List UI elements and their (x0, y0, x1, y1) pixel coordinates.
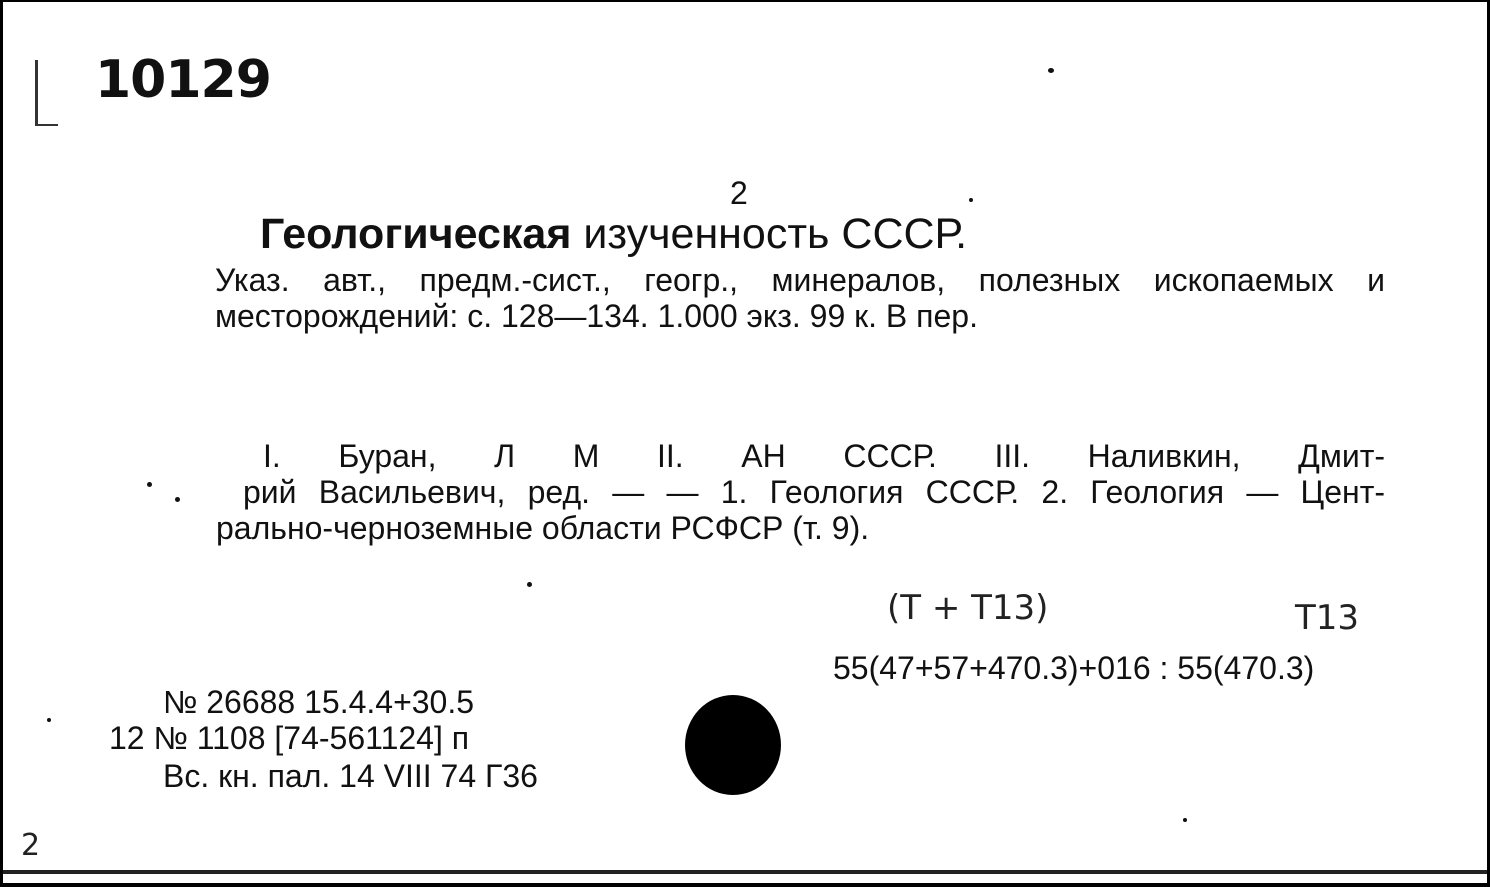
speck (47, 718, 51, 722)
handwritten-note-2: Т13 (1295, 598, 1360, 638)
speck (1183, 818, 1187, 822)
description-line-1: Указ. авт., предм.-сист., геогр., минералов, полезных ископаемых и (215, 262, 1385, 298)
handwritten-bracket (35, 60, 58, 126)
catalog-card (3, 2, 1487, 883)
description-line-2: месторождений: с. 128—134. 1.000 экз. 99 к. В пер. (215, 298, 978, 334)
speck (147, 482, 152, 487)
speck (969, 198, 973, 202)
catalog-line-2: 12 № 1108 [74-561124] п (109, 720, 470, 756)
classification-index: 55(47+57+470.3)+016 : 55(470.3) (833, 650, 1315, 686)
page-marker: 2 (730, 175, 748, 211)
speck (175, 497, 180, 502)
card-title (260, 210, 967, 259)
title-bold: Геологическая (260, 210, 572, 258)
speck (527, 582, 532, 587)
handwritten-note-1: (Т + Т13) (887, 588, 1049, 628)
corner-mark: 2 (21, 828, 41, 863)
catalog-line-1: № 26688 15.4.4+30.5 (163, 684, 475, 720)
inventory-number: 10129 (95, 50, 271, 110)
speck (1048, 68, 1054, 73)
subjects-line-1: I. Буран, Л М II. АН СССР. III. Наливкин, Дмит- (263, 438, 1385, 474)
subjects-line-3: рально-черноземные области РСФСР (т. 9). (216, 510, 870, 546)
catalog-line-3: Вс. кн. пал. 14 VIII 74 Г36 (163, 758, 538, 794)
subjects-line-2: рий Васильевич, ред. — — 1. Геология СССР. 2. Геология — Цент- (243, 474, 1385, 510)
punch-hole (685, 695, 781, 795)
bottom-edge (3, 870, 1487, 874)
title-rest: изученность СССР. (571, 210, 968, 258)
